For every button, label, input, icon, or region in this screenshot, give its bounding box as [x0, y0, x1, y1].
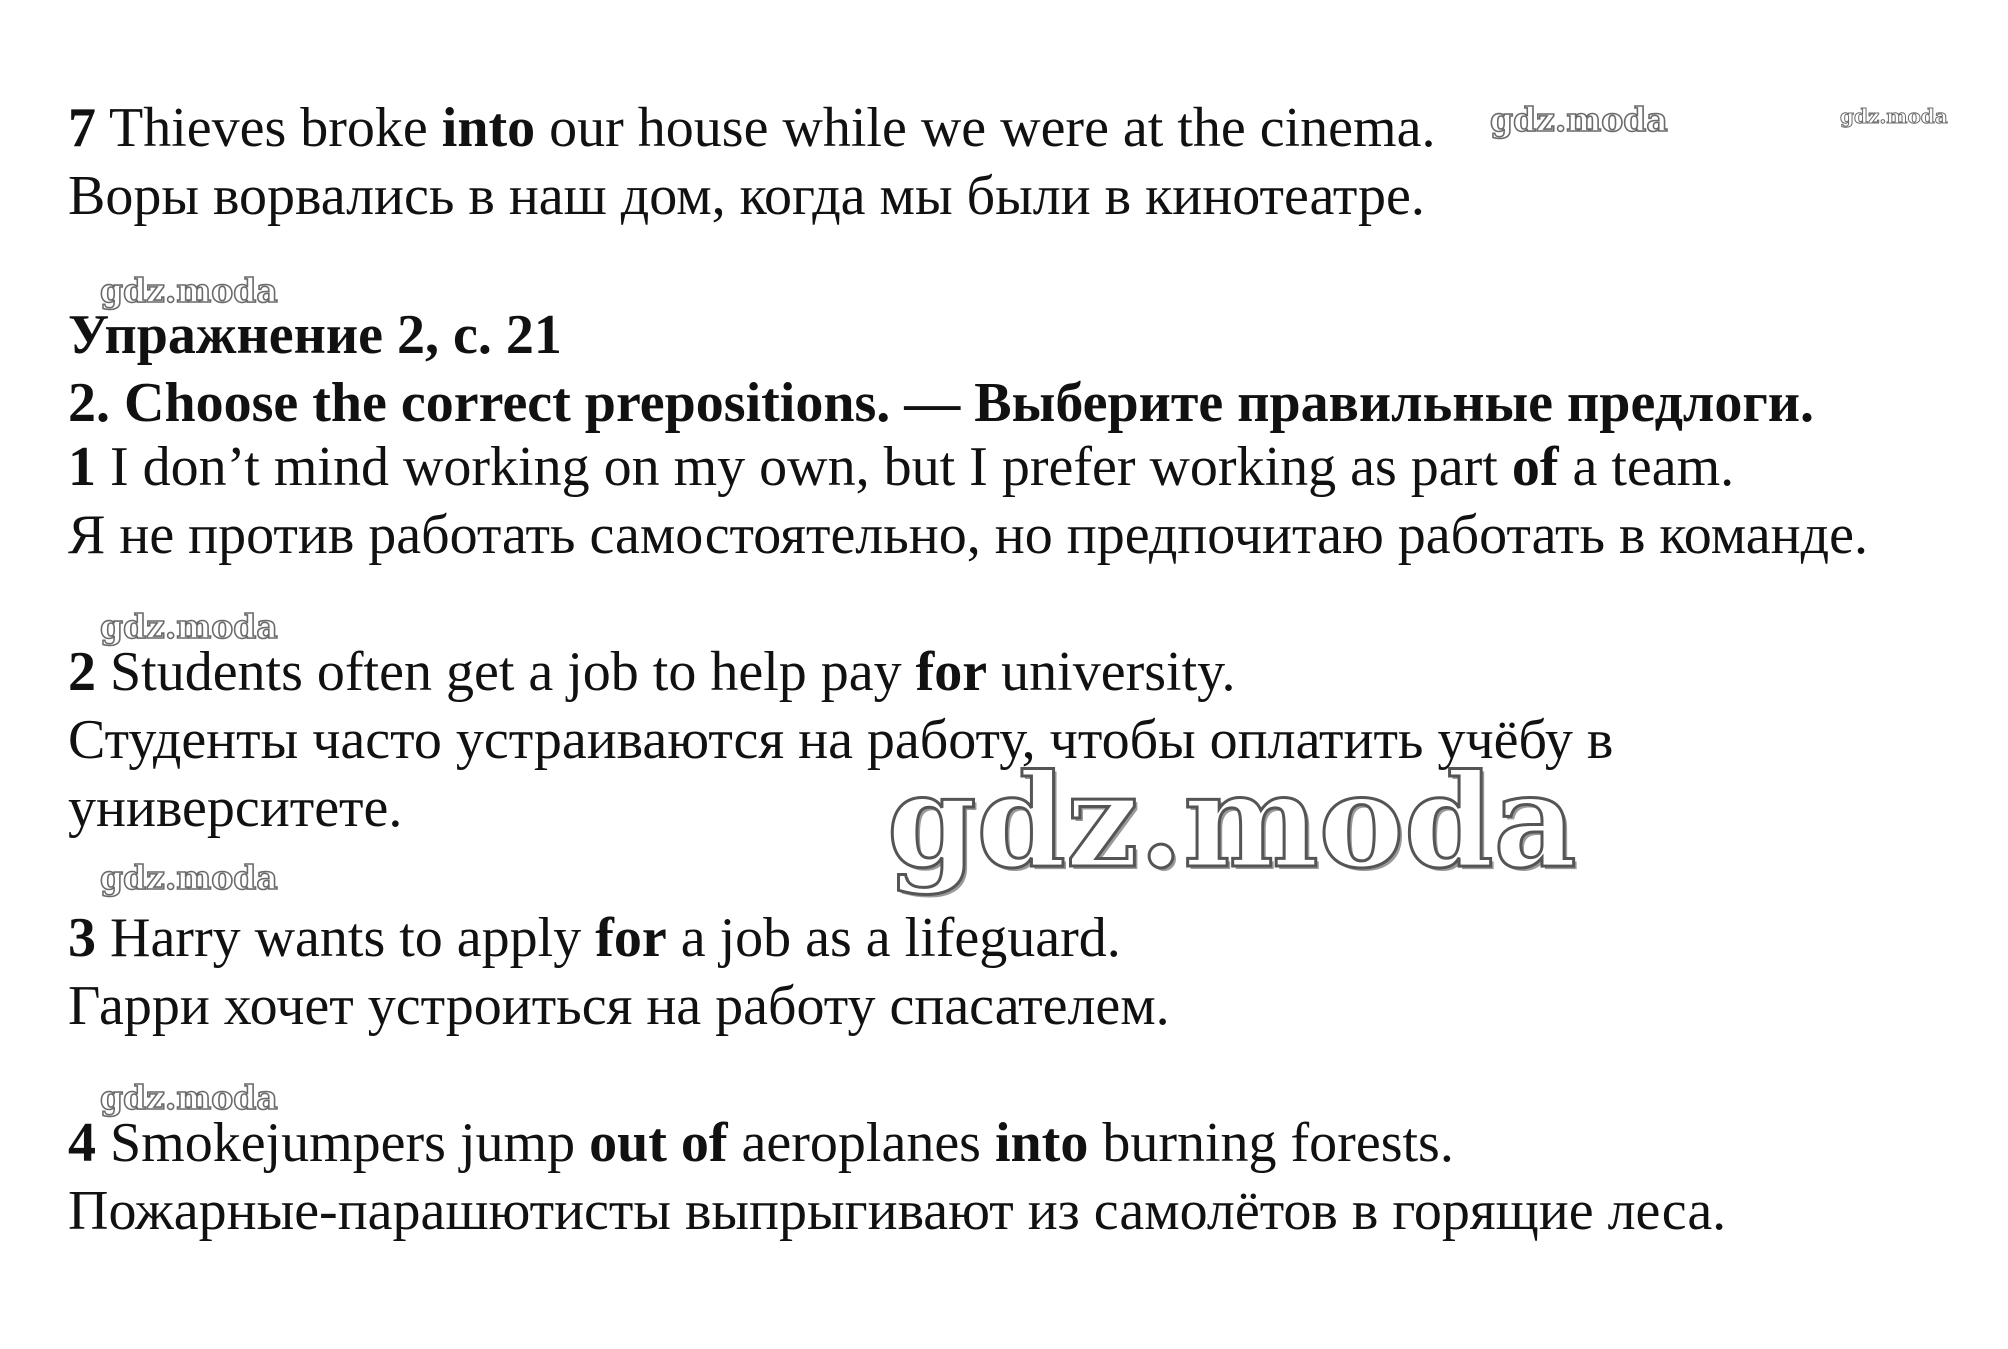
item-4-english: [68, 1111, 1454, 1175]
item-4-russian: Пожарные-парашютисты выпрыгивают из самолётов в горящие леса.: [68, 1180, 1727, 1242]
watermark: gdz.moda: [100, 271, 278, 310]
item-number: 3: [68, 907, 96, 969]
item-1-russian: Я не против работать самостоятельно, но предпочитаю работать в команде.: [68, 504, 1868, 566]
sentence-text: our house while we were at the cinema.: [535, 97, 1436, 159]
item-number: 4: [68, 1112, 96, 1174]
sentence-text: I don’t mind working on my own, but I prefer working as part: [96, 436, 1512, 498]
exercise-task: 2. Choose the correct prepositions. — Выберите правильные предлоги.: [68, 372, 1815, 434]
preposition: into: [994, 1112, 1089, 1174]
item-3-english: [68, 906, 1121, 970]
sentence-text: a team.: [1558, 436, 1735, 498]
item-number: 2: [68, 641, 96, 703]
item-1-english: [68, 435, 1734, 499]
watermark: gdz.moda: [1490, 100, 1668, 139]
item-number: 7: [68, 97, 96, 159]
sentence-text: aeroplanes: [727, 1112, 995, 1174]
watermark: gdz.moda: [100, 607, 278, 646]
sentence-text: Smokejumpers jump: [96, 1112, 590, 1174]
item-2-russian-line-2: университете.: [68, 777, 403, 839]
preposition: out of: [589, 1112, 728, 1174]
item-7-english: [68, 96, 1435, 160]
item-2-english: [68, 640, 1236, 704]
sentence-text: Harry wants to apply: [96, 907, 596, 969]
watermark: gdz.moda: [100, 858, 278, 897]
preposition: into: [441, 97, 536, 159]
item-7-russian: Воры ворвались в наш дом, когда мы были в кинотеатре.: [68, 165, 1425, 227]
item-2-russian-line-1: Студенты часто устраиваются на работу, чтобы оплатить учёбу в: [68, 709, 1614, 771]
sentence-text: Thieves broke: [96, 97, 442, 159]
preposition: for: [595, 907, 667, 969]
sentence-text: university.: [987, 641, 1236, 703]
watermark-large: gdz.moda: [887, 747, 1577, 897]
item-3-russian: Гарри хочет устроиться на работу спасателем.: [68, 975, 1170, 1037]
sentence-text: burning forests.: [1088, 1112, 1454, 1174]
sentence-text: Students often get a job to help pay: [96, 641, 916, 703]
watermark: gdz.moda: [1840, 104, 1948, 128]
exercise-heading: Упражнение 2, с. 21: [68, 304, 562, 366]
sentence-text: a job as a lifeguard.: [666, 907, 1121, 969]
watermark: gdz.moda: [100, 1078, 278, 1117]
preposition: for: [915, 641, 988, 703]
item-number: 1: [68, 436, 96, 498]
preposition: of: [1511, 436, 1559, 498]
